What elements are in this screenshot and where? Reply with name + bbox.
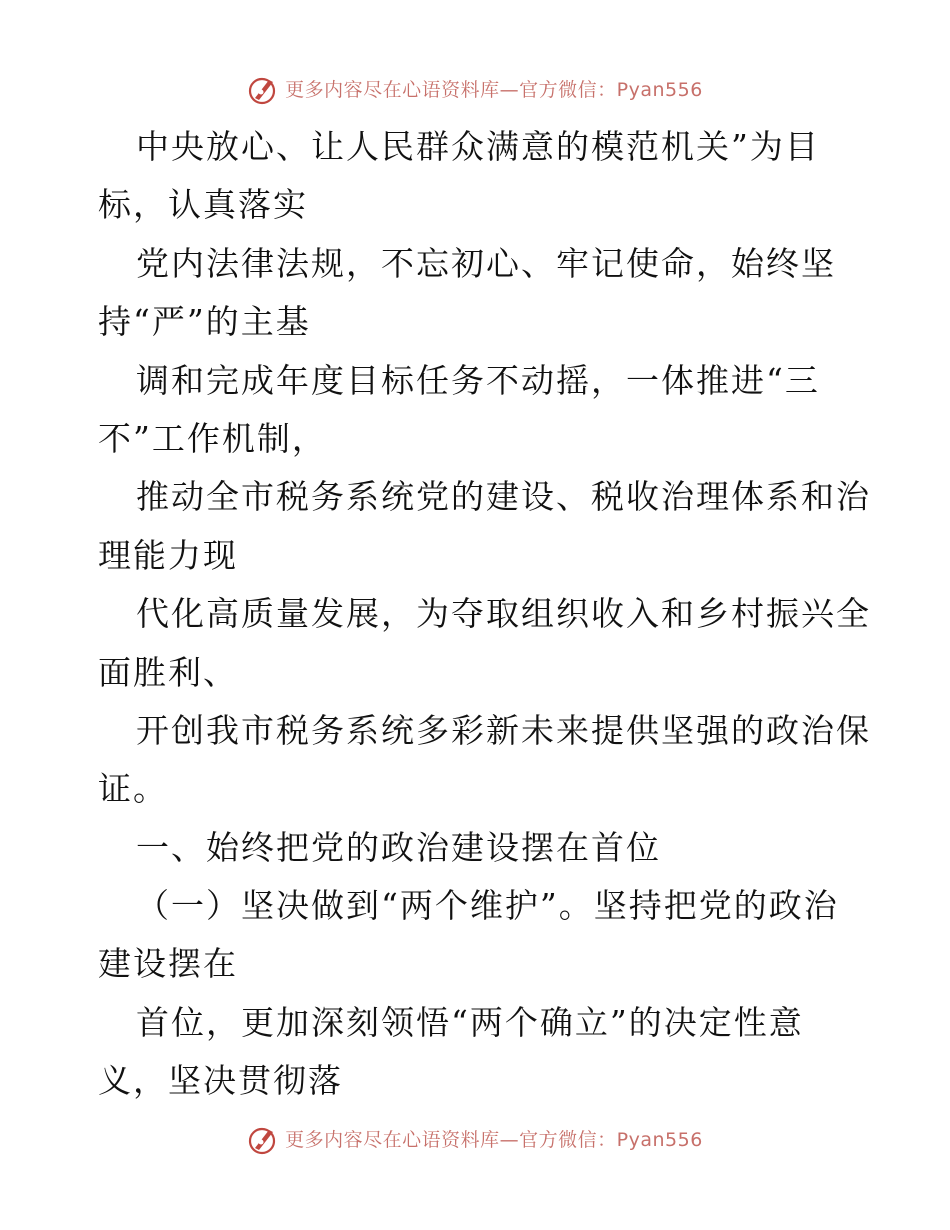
body-line: 证。 <box>98 769 168 809</box>
section-heading: 一、始终把党的政治建设摆在首位 <box>136 827 661 867</box>
header-banner-text: 更多内容尽在心语资料库—官方微信：Pyan556 <box>285 79 703 101</box>
body-line: 标，认真落实 <box>98 185 308 225</box>
body-line: 党内法律法规，不忘初心、牢记使命，始终坚 <box>136 243 836 283</box>
body-line: 调和完成年度目标任务不动摇，一体推进“三 <box>136 360 820 400</box>
footer-banner <box>0 1120 950 1160</box>
quill-pen-circle-icon <box>247 1124 279 1156</box>
body-line: 面胜利、 <box>98 652 238 692</box>
body-line: 不”工作机制， <box>98 418 327 458</box>
body-line: 开创我市税务系统多彩新未来提供坚强的政治保 <box>136 710 871 750</box>
body-line: 首位，更加深刻领悟“两个确立”的决定性意 <box>136 1002 804 1042</box>
body-line: 代化高质量发展，为夺取组织收入和乡村振兴全 <box>136 594 871 634</box>
body-line: 建设摆在 <box>98 944 238 984</box>
body-line: 持“严”的主基 <box>98 302 311 342</box>
body-line: 中央放心、让人民群众满意的模范机关”为目 <box>136 127 820 166</box>
quill-pen-circle-icon <box>247 74 279 106</box>
footer-banner-text: 更多内容尽在心语资料库—官方微信：Pyan556 <box>285 1129 703 1151</box>
document-body <box>98 118 871 1111</box>
body-line: 义，坚决贯彻落 <box>98 1061 343 1101</box>
header-banner <box>0 70 950 110</box>
body-line: （一）坚决做到“两个维护”。坚持把党的政治 <box>136 886 839 926</box>
body-line: 理能力现 <box>98 535 238 575</box>
body-line: 推动全市税务系统党的建设、税收治理体系和治 <box>136 477 871 517</box>
